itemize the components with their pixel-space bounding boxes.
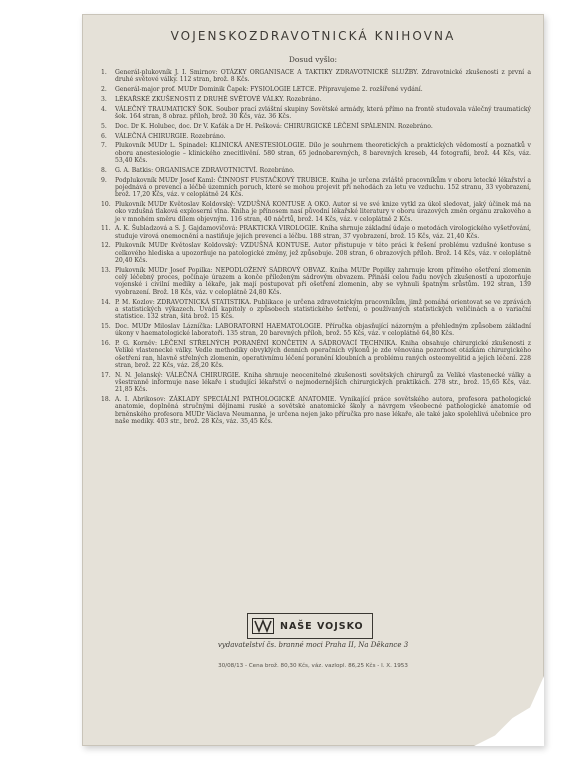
list-item — [101, 340, 531, 369]
item-text: Generál-plukovník J. I. Smirnov: OTÁZKY ORGANISACE A TAKTIKY ZDRAVOTNICKÉ SLUŽBY. Zdravotnické zkušenosti z první a druhé světové války. 112 stran, brož. 8 Kčs. — [115, 69, 531, 84]
item-text: A. I. Abrikosov: ZÁKLADY SPECIÁLNÍ PATHOLOGICKÉ ANATOMIE. Vynikající práce sovětského autora, profesora pathologické anatomie, doplněná stručnými dějinami ruské a sovětské anatomické školy a návrgem všeobecné pathologické anatomie od brněnského profesora MUDr Václava Neumanna, je určena nejen jako příručka pro nase lékaře, ale také jako spolehlivá učebnice pro naše mediky. 403 str., brož. 28 Kčs, váz. 35,45 Kčs. — [115, 396, 531, 425]
item-text: A. K. Šubladzová a S. J. Gajdamovičová: PRAKTICKÁ VIROLOGIE. Kniha shrnuje základní údaje o metodách virologického vyšetřování, studuje virová onemocnění a nastiňuje jejich prevenci a léčbu. 188 stran, 37 vyobrazení, brož. 15 Kčs, váz. 21,40 Kčs. — [115, 225, 531, 240]
list-item — [101, 106, 531, 121]
list-item — [101, 96, 531, 103]
item-text: VÁLEČNÁ CHIRURGIE. Rozebráno. — [115, 132, 226, 140]
item-number: 1. — [101, 69, 107, 76]
item-text: Plukovník MUDr L. Spinadel: KLINICKÁ ANESTESIOLOGIE. Dílo je souhrnem theoretických a praktických vědomostí a poznatků v oboru anestesiologie – klinického znecitlivění. 580 stran, 65 jednobarevných, 8 barevných kreseb, 44 fotografií, brož. 44 Kčs, váz. 53,40 Kčs. — [115, 142, 531, 164]
list-item — [101, 323, 531, 338]
list-item — [101, 142, 531, 164]
series-title: VOJENSKOZDRAVOTNICKÁ KNIHOVNA — [170, 29, 456, 43]
list-item — [101, 372, 531, 394]
item-text: Plukovník MUDr Květoslav Koldovský: VZDUŠNÁ KONTUSE A OKO. Autor si ve své knize vytkl za úkol sledovat, jaký účinek má na oko vzdušná tlaková exploserní vlna. Kniha je přínosem nasí původní lékařské literatury v oboru úrazových změn orgánu zrakového a je v mnohém směru dílem objevným. 116 stran, 40 náčrtů, brož. 14 Kčs, váz. v celoplátně 2 Kčs. — [115, 200, 531, 223]
list-item — [101, 299, 531, 321]
list-item — [101, 177, 531, 199]
item-number: 18. — [101, 396, 111, 404]
item-number: 5. — [101, 122, 107, 130]
item-number: 3. — [101, 95, 107, 103]
list-item — [101, 225, 531, 240]
item-number: 10. — [101, 200, 111, 208]
price-line: 30/08/13 - Cena brož. 80,30 Kčs, váz. vazlopl. 86,25 Kčs - I. X. 1953 — [218, 663, 408, 669]
list-item — [101, 123, 531, 130]
list-item — [101, 267, 531, 296]
publisher-brand: NAŠE VOJSKO — [280, 620, 364, 632]
item-text: P. M. Kozlov: ZDRAVOTNICKÁ STATISTIKA. Publikace je určena zdravotnickým pracovníkům, jimž pomáhá orientovat se ve zprávách a statistických výkazech. Uvádí kapitoly o způsobech statistického šetření, o používaných statistických veličinách a o variační statistice. 132 stran, šitá brož. 15 Kčs. — [115, 298, 531, 321]
item-text: Plukovník MUDr Květoslav Koldovský: VZDUŠNÁ KONTUSE. Autor přistupuje v této práci k řešení problému vzdušné kontuse s celkového hlediska a upozorňuje na patologické změny, jež způsobuje. 208 stran, 6 obrazových příloh. Brož. 14 Kčs, váz. v celoplátně 20,40 Kčs. — [115, 242, 531, 265]
torn-corner — [474, 676, 544, 746]
item-number: 2. — [101, 86, 107, 94]
book-list — [101, 69, 531, 428]
item-number: 4. — [101, 105, 107, 113]
item-text: LÉKAŘSKÉ ZKUŠENOSTI Z DRUHÉ SVĚTOVÉ VÁLKY. Rozebráno. — [115, 95, 322, 103]
published-so-far-label: Dosud vyšlo: — [288, 55, 338, 64]
item-text: Podplukovník MUDr Josef Kaml: ČINNOST FUSTAČKOVÝ TRUBICE. Kniha je určena zvláště pracovníkům v oboru letecké lékařství a pojednává o prevenci a léčbě územních poruch, které se mohou projevit při nehodách za letu ve vzduchu. 152 stranu, 33 vyobrazení, brož. 17,20 Kčs, váz. v celoplátně 24 Kčs. — [115, 176, 531, 199]
item-text: Generál-major prof. MUDr Dominik Čapek: FYSIOLOGIE LETCE. Připravujeme 2. rozšířené vydání. — [115, 86, 423, 94]
list-item — [101, 86, 531, 93]
list-item — [101, 201, 531, 223]
item-number: 15. — [101, 322, 111, 330]
list-item — [101, 133, 531, 140]
item-text: N. N. Jelanský: VÁLEČNÁ CHIRURGIE. Kniha shrnuje neocenitelné zkušenosti sovětských chirurgů za Veliké vlastenecké války a všestranně informuje nase lékaře i studující lékařství o nejmodernějších chirurgických praktikách. 278 str., brož. 15,65 Kčs, váz. 21,85 Kčs. — [115, 371, 531, 394]
item-number: 9. — [101, 176, 107, 184]
item-number: 14. — [101, 298, 111, 306]
item-text: Plukovník MUDr Josef Popilka: NEPODLOŽENÝ SÁDROVÝ OBVAZ. Kniha MUDr Popilky zahrnuje krom přímého ošetření zlomenin celý léčebný proces, počínaje úrazem a konče příloženým sádrovým obvazem. Přináší celou řadu nových zkušeností a upozorňuje vojenské i civilní mediky a lékaře, jak mají postupovat při ošetření zlomenin, aby se vyhnuli špatným srůstům. 192 stran, 139 vyobrazení. Brož. 18 Kčs, váz. v celoplátně 24,80 Kčs. — [115, 266, 531, 296]
item-text: Doc. MUDr Miloslav Lázníčka: LABORATORNÍ HAEMATOLOGIE. Příručka objasňující názorným a přehledným způsobem základní úkony v haematologické laboratoři. 135 stran, 20 barevných příloh, brož. 55 Kčs, váz. v celoplátně 64,80 Kčs. — [115, 322, 531, 338]
item-text: P. G. Korněv: LÉČENÍ STŘELNÝCH PORANĚNÍ KONČETIN A SÁDROVACÍ TECHNIKA. Kniha obsahuje chirurgické zkušenosti z Veliké vlastenecké války. Vedle methodiky obvyklých denních operačních výkonů je zde věnována pozornost otázkám chirurgického ošetření ran, hlavně střelných zlomenin, operativnímu léčení poranění kloubních a problému raných osteomyelitid a jejich léčení. 228 stran, brož. 22 Kčs, váz. 28,20 Kčs. — [115, 340, 531, 369]
list-item — [101, 242, 531, 264]
item-number: 11. — [101, 225, 111, 233]
item-number: 13. — [101, 266, 111, 274]
item-number: 17. — [101, 371, 111, 379]
list-item — [101, 167, 531, 174]
item-number: 16. — [101, 340, 111, 347]
book-back-cover — [82, 14, 544, 746]
list-item — [101, 396, 531, 425]
list-item — [101, 69, 531, 84]
item-number: 6. — [101, 132, 107, 140]
item-number: 7. — [101, 142, 107, 150]
item-text: G. A. Batkis: ORGANISACE ZDRAVOTNICTVÍ. Rozebráno. — [115, 166, 295, 174]
item-text: VÁLEČNÝ TRAUMATICKÝ ŠOK. Soubor prací zvláštní skupiny Sovětské armády, která přímo na frontě studovala válečný traumatický šok. 164 stran, 8 obraz. příloh, brož. 30 Kčs, váz. 36 Kčs. — [115, 105, 531, 120]
nase-vojsko-logo-icon — [252, 618, 274, 634]
publisher-logo — [247, 613, 373, 639]
item-number: 8. — [101, 166, 107, 174]
item-text: Doc. Dr K. Holubec, doc. Dr V. Kaťák a Dr H. Pešková: CHIRURGICKÉ LÉČENÍ SPÁLENIN. Rozebráno. — [115, 122, 433, 130]
publisher-address: vydavatelství čs. branné moci Praha II, Na Děkance 3 — [217, 641, 409, 649]
item-number: 12. — [101, 242, 111, 250]
